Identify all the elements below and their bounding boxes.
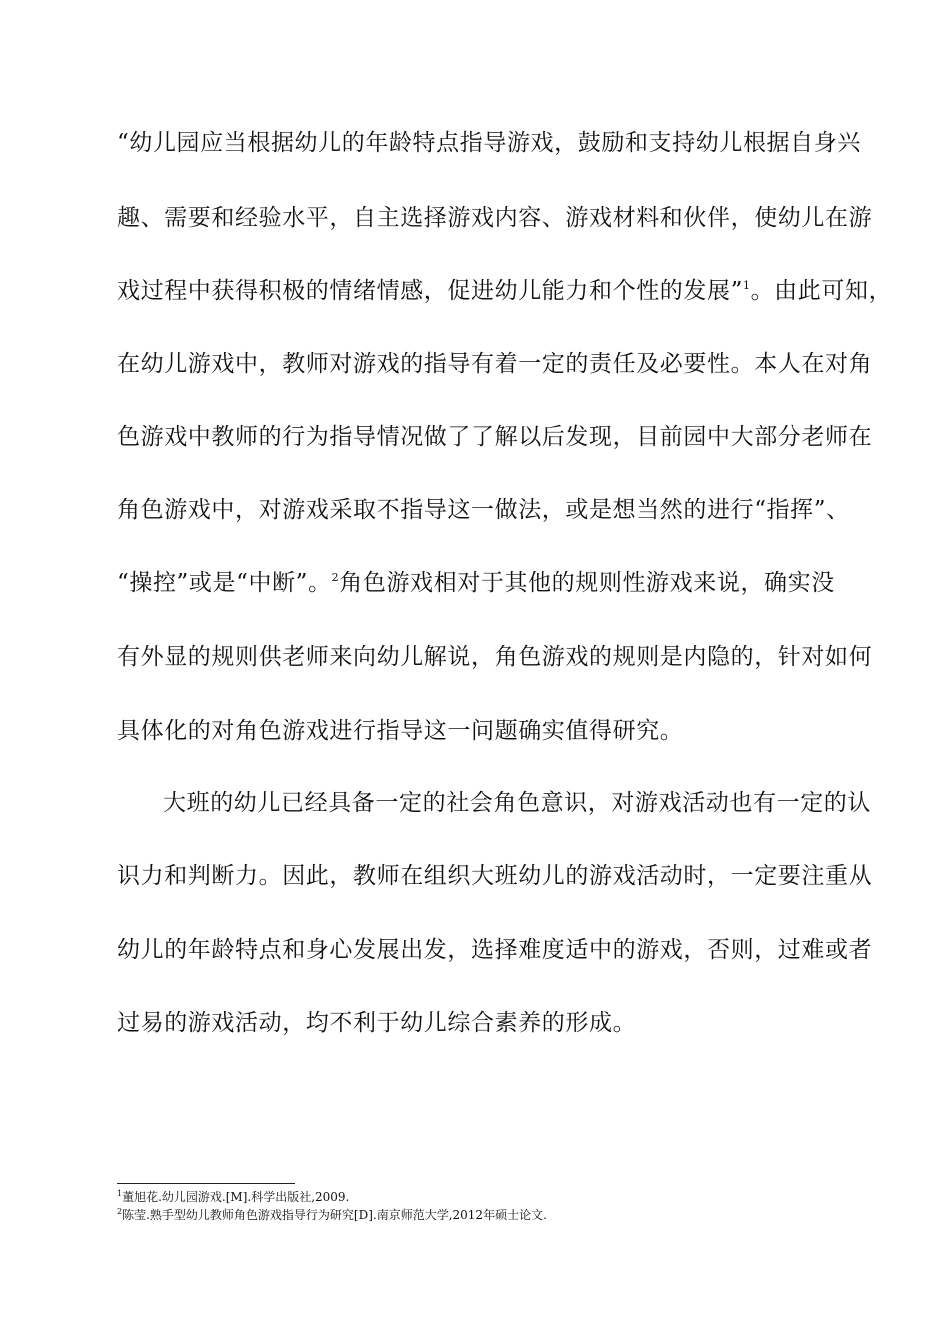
text-span: 识力和判断力。因此，教师在组织大班幼儿的游戏活动时，一定要注重从 <box>117 863 873 889</box>
paragraph-1-line-9 <box>117 716 683 746</box>
paragraph-2-line-2 <box>117 861 872 891</box>
footnote-separator <box>117 1183 295 1184</box>
text-span: 有外显的规则供老师来向幼儿解说，角色游戏的规则是内隐的，针对如何 <box>117 644 873 670</box>
footnote-1 <box>117 1190 349 1205</box>
footnote-text: 董旭花.幼儿园游戏.[M].科学出版社,2009. <box>122 1190 350 1204</box>
paragraph-2-line-3 <box>117 935 872 965</box>
text-span: “幼儿园应当根据幼儿的年龄特点指导游戏，鼓励和支持幼儿根据自身兴 <box>117 130 861 156</box>
paragraph-1-line-4 <box>117 349 872 379</box>
footnote-text: 陈莹.熟手型幼儿教师角色游戏指导行为研究[D].南京师范大学,2012年硕士论文. <box>122 1208 547 1222</box>
text-span: 色游戏中教师的行为指导情况做了了解以后发现，目前园中大部分老师在 <box>117 424 873 450</box>
paragraph-2-line-1 <box>163 788 871 818</box>
footnote-number: 1 <box>117 1189 123 1198</box>
paragraph-1-line-1 <box>117 128 861 158</box>
footnote-ref-2[interactable]: 2 <box>331 571 340 584</box>
paragraph-1-line-7 <box>117 568 835 598</box>
text-span: 角色游戏中，对游戏采取不指导这一做法，或是想当然的进行“指挥”、 <box>117 497 850 523</box>
text-span: “操控”或是“中断”。 <box>117 570 332 596</box>
paragraph-1-line-3 <box>117 276 892 306</box>
paragraph-1-line-6 <box>117 495 850 525</box>
text-span: 角色游戏相对于其他的规则性游戏来说，确实没 <box>339 570 835 596</box>
footnote-2 <box>117 1208 547 1223</box>
footnote-ref-1[interactable]: 1 <box>742 279 751 292</box>
paragraph-1-line-8 <box>117 642 872 672</box>
text-span: 过易的游戏活动，均不利于幼儿综合素养的形成。 <box>117 1010 637 1036</box>
footnote-number: 2 <box>117 1207 123 1216</box>
text-span: 具体化的对角色游戏进行指导这一问题确实值得研究。 <box>117 718 684 744</box>
text-span: 大班的幼儿已经具备一定的社会角色意识，对游戏活动也有一定的认 <box>163 790 871 816</box>
text-span: 在幼儿游戏中，教师对游戏的指导有着一定的责任及必要性。本人在对角 <box>117 351 873 377</box>
text-span: 。由此可知， <box>750 278 893 304</box>
paragraph-1-line-5 <box>117 422 872 452</box>
paragraph-2-line-4 <box>117 1008 636 1038</box>
text-span: 幼儿的年龄特点和身心发展出发，选择难度适中的游戏，否则，过难或者 <box>117 937 873 963</box>
text-span: 趣、需要和经验水平，自主选择游戏内容、游戏材料和伙伴，使幼儿在游 <box>117 205 873 231</box>
text-span: 戏过程中获得积极的情绪情感，促进幼儿能力和个性的发展” <box>117 278 743 304</box>
paragraph-1-line-2 <box>117 203 872 233</box>
